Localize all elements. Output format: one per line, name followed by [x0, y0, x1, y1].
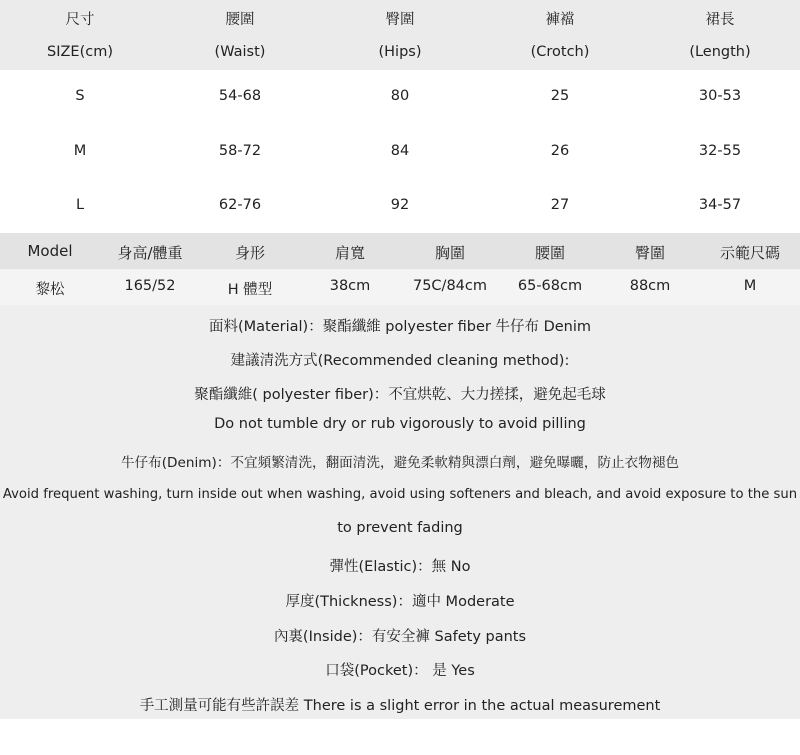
material-note: 面料(Material)：聚酯纖維 polyester fiber 牛仔布 Denim [208, 319, 592, 335]
size-cell: M [73, 143, 87, 159]
measurement-error-note: 手工測量可能有些許誤差 There is a slight error in the actual measurement [139, 698, 661, 714]
denim-care-note-en: Avoid frequent washing, turn inside out when washing, avoid using softeners and bleach, and avoid exposure to the sun [2, 487, 798, 502]
model-header: Model [27, 242, 73, 260]
denim-care-note-en-cont: to prevent fading [337, 520, 463, 536]
waist-cell: 54-68 [218, 88, 262, 104]
size-cell: S [75, 88, 85, 104]
crotch-header-en: (Crotch) [530, 44, 590, 60]
hips-cell: 92 [390, 197, 410, 213]
waist-cell: 58-72 [218, 143, 262, 159]
sample-size-value: M [743, 278, 757, 294]
crotch-header-zh: 褲襠 [545, 12, 575, 28]
length-cell: 30-53 [698, 88, 742, 104]
size-header-en: SIZE(cm) [47, 44, 113, 60]
polyester-care-note: 聚酯纖維( polyester fiber)：不宜烘乾、大力搓揉，避免起毛球 [194, 387, 606, 403]
waist-header: 腰圍 [534, 244, 565, 262]
height-weight-header: 身高/體重 [117, 244, 183, 262]
size-table-header [0, 0, 800, 70]
length-header-zh: 裙長 [705, 12, 735, 28]
hips-cell: 84 [390, 143, 410, 159]
body-shape-value: H 體型 [227, 282, 273, 298]
bust-header: 胸圍 [434, 244, 465, 262]
cleaning-method-note: 建議清洗方式(Recommended cleaning method): [230, 353, 570, 369]
size-header-zh: 尺寸 [65, 12, 95, 28]
pocket-note: 口袋(Pocket)： 是 Yes [325, 663, 475, 679]
length-header-en: (Length) [689, 44, 751, 60]
size-row-s [0, 82, 800, 112]
bust-value: 75C/84cm [412, 278, 487, 294]
denim-care-note: 牛仔布(Denim)：不宜頻繁清洗，翻面清洗，避免柔軟精與漂白劑，避免曝曬，防止衣物褪色 [120, 455, 680, 471]
hips-header-zh: 臀圍 [385, 12, 415, 28]
waist-cell: 62-76 [218, 197, 262, 213]
sample-size-header: 示範尺碼 [719, 244, 780, 262]
waist-value: 65-68cm [517, 278, 583, 294]
waist-header-zh: 腰圍 [225, 12, 255, 28]
model-name: 黎松 [35, 282, 65, 298]
body-shape-header: 身形 [234, 244, 265, 262]
size-cell: L [75, 197, 85, 213]
thickness-note: 厚度(Thickness)：適中 Moderate [285, 594, 515, 610]
model-row [0, 269, 800, 305]
elastic-note: 彈性(Elastic)：無 No [329, 559, 471, 575]
shoulder-value: 38cm [329, 278, 371, 294]
height-weight-value: 165/52 [124, 278, 176, 294]
polyester-care-note-en: Do not tumble dry or rub vigorously to avoid pilling [214, 416, 586, 432]
inside-note: 內裏(Inside)：有安全褲 Safety pants [273, 629, 527, 645]
length-cell: 34-57 [698, 197, 742, 213]
hips-value: 88cm [629, 278, 671, 294]
size-row-m [0, 137, 800, 167]
model-table-header [0, 233, 800, 269]
product-notes [0, 305, 800, 719]
waist-header-en: (Waist) [214, 44, 266, 60]
hips-header: 臀圍 [634, 244, 665, 262]
crotch-cell: 27 [550, 197, 570, 213]
hips-header-en: (Hips) [378, 44, 422, 60]
hips-cell: 80 [390, 88, 410, 104]
shoulder-header: 肩寬 [334, 244, 365, 262]
size-row-l [0, 191, 800, 221]
length-cell: 32-55 [698, 143, 742, 159]
crotch-cell: 26 [550, 143, 570, 159]
crotch-cell: 25 [550, 88, 570, 104]
